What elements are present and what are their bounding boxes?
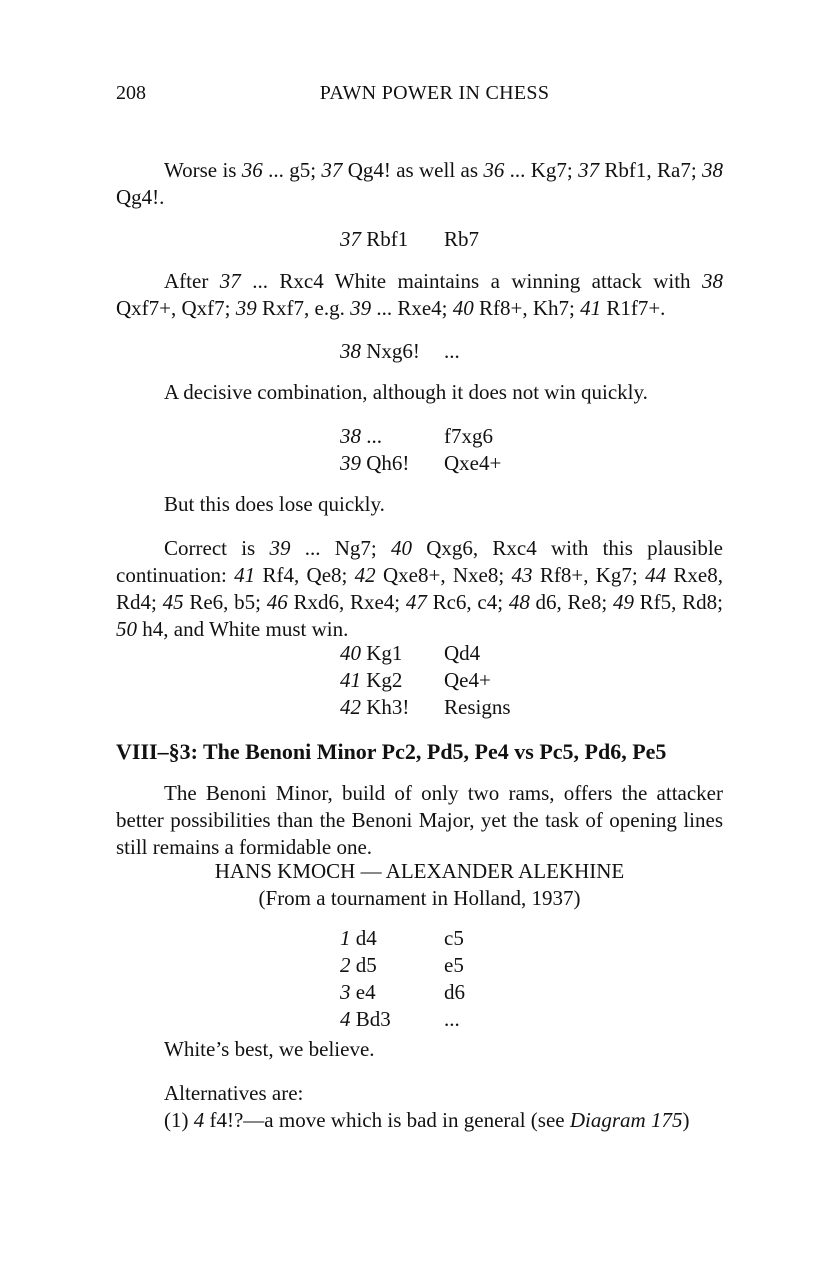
move-row: 41 Kg2 Qe4+ — [340, 668, 491, 692]
move-block-37 — [340, 226, 479, 253]
paragraph-alternative-1: (1) 4 f4!?—a move which is bad in general (see Diagram 175) — [164, 1108, 690, 1132]
move-row: 40 Kg1 Qd4 — [340, 641, 481, 665]
move-block-40-42 — [340, 640, 511, 721]
game-players: HANS KMOCH — ALEXANDER ALEKHINE — [214, 859, 625, 883]
paragraph-after-37: After 37 ... Rxc4 White maintains a winning attack with 38 Qxf7+, Qxf7; 39 Rxf7, e.g. 39 ... Rxe4; 40 Rf8+, Kh7; 41 R1f7+. — [116, 269, 723, 320]
paragraph-correct-is: Correct is 39 ... Ng7; 40 Qxg6, Rxc4 with this plausible continuation: 41 Rf4, Qe8; 42 Qxe8+, Nxe8; 43 Rf8+, Kg7; 44 Rxe8, Rd4; 45 Re6, b5; 46 Rxd6, Rxe4; 47 Rc6, c4; 48 d6, Re8; 49 Rf5, Rd8; 50 h4, and White must win. — [116, 536, 724, 641]
page-number: 208 — [116, 82, 146, 104]
paragraph-whites-best: White’s best, we believe. — [164, 1037, 375, 1061]
page-header — [116, 80, 723, 107]
move-row: 2 d5 e5 — [340, 953, 464, 977]
section-heading: VIII–§3: The Benoni Minor Pc2, Pd5, Pe4 vs Pc5, Pd6, Pe5 — [116, 739, 667, 764]
move-row: 3 e4 d6 — [340, 980, 465, 1004]
move-row: 38 Nxg6! ... — [340, 339, 460, 363]
move-row: 39 Qh6! Qxe4+ — [340, 451, 502, 475]
move-block-opening — [340, 925, 465, 1033]
game-event: (From a tournament in Holland, 1937) — [258, 886, 581, 910]
running-title: PAWN POWER IN CHESS — [319, 82, 550, 104]
move-block-38-39 — [340, 423, 501, 477]
paragraph-decisive: A decisive combination, although it does not win quickly. — [164, 380, 648, 404]
paragraph-worse-is: Worse is 36 ... g5; 37 Qg4! as well as 36 ... Kg7; 37 Rbf1, Ra7; 38 Qg4!. — [116, 158, 723, 209]
move-row: 38 ... f7xg6 — [340, 424, 493, 448]
paragraph-alternatives: Alternatives are: — [164, 1081, 304, 1105]
paragraph-lose-quickly: But this does lose quickly. — [164, 492, 385, 516]
move-row: 42 Kh3! Resigns — [340, 695, 511, 719]
paragraph-benoni-minor: The Benoni Minor, build of only two rams, offers the attacker better possibilities than the Benoni Major, yet the task of opening lines still remains a formidable one. — [116, 781, 723, 859]
move-row: 4 Bd3 ... — [340, 1007, 460, 1031]
move-row: 37 Rbf1 Rb7 — [340, 227, 480, 251]
move-row: 1 d4 c5 — [340, 926, 464, 950]
move-block-38 — [340, 338, 460, 365]
